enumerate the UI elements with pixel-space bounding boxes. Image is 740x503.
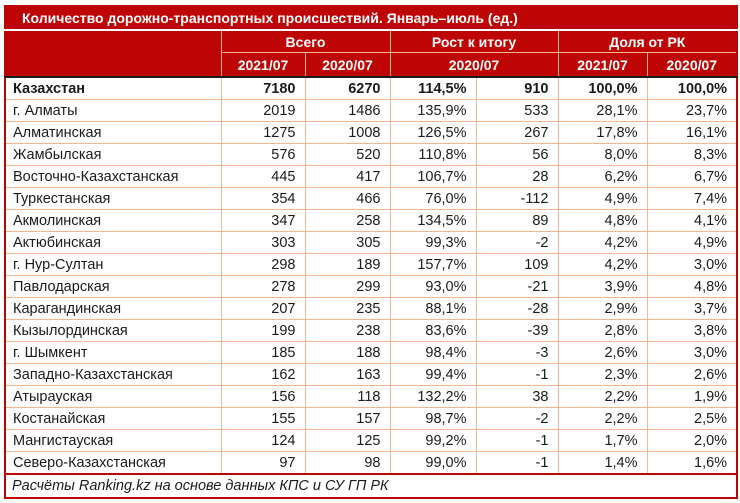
table-row: [5, 276, 737, 298]
value-cell: 98,7%: [390, 408, 476, 430]
footer-row: [5, 474, 737, 498]
table-footer: [5, 474, 737, 498]
group-header-growth: Рост к итогу: [390, 30, 558, 53]
value-cell: -1: [476, 364, 558, 386]
value-cell: 28,1%: [558, 100, 647, 122]
value-cell: 157: [305, 408, 390, 430]
value-cell: 4,2%: [558, 254, 647, 276]
value-cell: 114,5%: [390, 77, 476, 100]
region-column-header: [5, 30, 221, 77]
value-cell: 3,0%: [647, 342, 737, 364]
table-row: [5, 254, 737, 276]
value-cell: 155: [221, 408, 305, 430]
value-cell: 7,4%: [647, 188, 737, 210]
value-cell: 189: [305, 254, 390, 276]
value-cell: 2,6%: [647, 364, 737, 386]
value-cell: 2,5%: [647, 408, 737, 430]
value-cell: 163: [305, 364, 390, 386]
value-cell: -2: [476, 232, 558, 254]
value-cell: 118: [305, 386, 390, 408]
value-cell: 3,8%: [647, 320, 737, 342]
value-cell: 445: [221, 166, 305, 188]
col-header-growth-2020: 2020/07: [390, 53, 558, 78]
value-cell: 6270: [305, 77, 390, 100]
value-cell: 157,7%: [390, 254, 476, 276]
value-cell: 93,0%: [390, 276, 476, 298]
region-name-cell: Карагандинская: [5, 298, 221, 320]
value-cell: 3,0%: [647, 254, 737, 276]
value-cell: 185: [221, 342, 305, 364]
table-row: [5, 452, 737, 475]
table-row: [5, 144, 737, 166]
value-cell: 88,1%: [390, 298, 476, 320]
region-name-cell: Северо-Казахстанская: [5, 452, 221, 475]
value-cell: 207: [221, 298, 305, 320]
region-name-cell: Атырауская: [5, 386, 221, 408]
value-cell: 2,3%: [558, 364, 647, 386]
value-cell: 99,2%: [390, 430, 476, 452]
value-cell: 3,9%: [558, 276, 647, 298]
value-cell: 134,5%: [390, 210, 476, 232]
value-cell: 235: [305, 298, 390, 320]
value-cell: 4,9%: [558, 188, 647, 210]
value-cell: 1486: [305, 100, 390, 122]
value-cell: 4,8%: [558, 210, 647, 232]
value-cell: 98: [305, 452, 390, 475]
value-cell: 162: [221, 364, 305, 386]
value-cell: 28: [476, 166, 558, 188]
col-header-share-2020: 2020/07: [647, 53, 737, 78]
value-cell: 303: [221, 232, 305, 254]
value-cell: 2019: [221, 100, 305, 122]
value-cell: 83,6%: [390, 320, 476, 342]
value-cell: 1275: [221, 122, 305, 144]
region-name-cell: г. Нур-Султан: [5, 254, 221, 276]
value-cell: 4,2%: [558, 232, 647, 254]
table-row: [5, 320, 737, 342]
value-cell: 533: [476, 100, 558, 122]
title-row: [5, 6, 737, 30]
table-row: [5, 166, 737, 188]
value-cell: 1,4%: [558, 452, 647, 475]
value-cell: 98,4%: [390, 342, 476, 364]
value-cell: 2,2%: [558, 408, 647, 430]
region-name-cell: Акмолинская: [5, 210, 221, 232]
value-cell: 125: [305, 430, 390, 452]
value-cell: -1: [476, 452, 558, 475]
table-row: [5, 342, 737, 364]
region-name-cell: Кызылординская: [5, 320, 221, 342]
value-cell: 100,0%: [558, 77, 647, 100]
value-cell: 8,0%: [558, 144, 647, 166]
value-cell: -3: [476, 342, 558, 364]
col-header-total-2020: 2020/07: [305, 53, 390, 78]
value-cell: 17,8%: [558, 122, 647, 144]
region-name-cell: Алматинская: [5, 122, 221, 144]
value-cell: 7180: [221, 77, 305, 100]
value-cell: 267: [476, 122, 558, 144]
group-header-share: Доля от РК: [558, 30, 737, 53]
value-cell: 99,0%: [390, 452, 476, 475]
value-cell: 520: [305, 144, 390, 166]
value-cell: 4,9%: [647, 232, 737, 254]
value-cell: -112: [476, 188, 558, 210]
value-cell: 23,7%: [647, 100, 737, 122]
value-cell: 1,9%: [647, 386, 737, 408]
value-cell: 4,1%: [647, 210, 737, 232]
value-cell: 126,5%: [390, 122, 476, 144]
value-cell: 110,8%: [390, 144, 476, 166]
value-cell: 106,7%: [390, 166, 476, 188]
value-cell: 2,0%: [647, 430, 737, 452]
table-header: [5, 6, 737, 77]
value-cell: 97: [221, 452, 305, 475]
value-cell: 354: [221, 188, 305, 210]
value-cell: 76,0%: [390, 188, 476, 210]
value-cell: 56: [476, 144, 558, 166]
value-cell: 188: [305, 342, 390, 364]
table-row: [5, 298, 737, 320]
value-cell: 109: [476, 254, 558, 276]
value-cell: 2,8%: [558, 320, 647, 342]
value-cell: 466: [305, 188, 390, 210]
table-row: [5, 210, 737, 232]
value-cell: 4,8%: [647, 276, 737, 298]
value-cell: 910: [476, 77, 558, 100]
region-name-cell: г. Алматы: [5, 100, 221, 122]
region-name-cell: Западно-Казахстанская: [5, 364, 221, 386]
group-header-total: Всего: [221, 30, 390, 53]
region-name-cell: Актюбинская: [5, 232, 221, 254]
value-cell: 305: [305, 232, 390, 254]
source-note: Расчёты Ranking.kz на основе данных КПС и СУ ГП РК: [5, 474, 737, 498]
col-header-total-2021: 2021/07: [221, 53, 305, 78]
table-row-total: [5, 77, 737, 100]
table-title: Количество дорожно-транспортных происшествий. Январь–июль (ед.): [5, 6, 737, 30]
value-cell: 6,2%: [558, 166, 647, 188]
value-cell: 156: [221, 386, 305, 408]
table-row: [5, 430, 737, 452]
value-cell: 298: [221, 254, 305, 276]
value-cell: 99,3%: [390, 232, 476, 254]
table-row: [5, 364, 737, 386]
region-name-cell: Павлодарская: [5, 276, 221, 298]
table-row: [5, 188, 737, 210]
value-cell: 124: [221, 430, 305, 452]
region-name-cell: г. Шымкент: [5, 342, 221, 364]
value-cell: 299: [305, 276, 390, 298]
value-cell: -28: [476, 298, 558, 320]
value-cell: 1,6%: [647, 452, 737, 475]
value-cell: 6,7%: [647, 166, 737, 188]
table-row: [5, 232, 737, 254]
value-cell: 99,4%: [390, 364, 476, 386]
region-name-cell: Казахстан: [5, 77, 221, 100]
value-cell: 2,6%: [558, 342, 647, 364]
value-cell: 238: [305, 320, 390, 342]
value-cell: -1: [476, 430, 558, 452]
value-cell: 2,9%: [558, 298, 647, 320]
region-name-cell: Жамбылская: [5, 144, 221, 166]
table-row: [5, 386, 737, 408]
value-cell: 2,2%: [558, 386, 647, 408]
table-row: [5, 122, 737, 144]
value-cell: 278: [221, 276, 305, 298]
col-header-share-2021: 2021/07: [558, 53, 647, 78]
value-cell: 347: [221, 210, 305, 232]
value-cell: 3,7%: [647, 298, 737, 320]
region-name-cell: Восточно-Казахстанская: [5, 166, 221, 188]
table-row: [5, 408, 737, 430]
table-body: [5, 77, 737, 474]
value-cell: 1,7%: [558, 430, 647, 452]
value-cell: 38: [476, 386, 558, 408]
value-cell: -39: [476, 320, 558, 342]
group-header-row: [5, 30, 737, 53]
region-name-cell: Туркестанская: [5, 188, 221, 210]
value-cell: 576: [221, 144, 305, 166]
accidents-table: [4, 5, 738, 499]
value-cell: 258: [305, 210, 390, 232]
value-cell: 417: [305, 166, 390, 188]
value-cell: 89: [476, 210, 558, 232]
value-cell: 1008: [305, 122, 390, 144]
value-cell: 100,0%: [647, 77, 737, 100]
value-cell: 8,3%: [647, 144, 737, 166]
region-name-cell: Костанайская: [5, 408, 221, 430]
value-cell: -21: [476, 276, 558, 298]
value-cell: -2: [476, 408, 558, 430]
value-cell: 135,9%: [390, 100, 476, 122]
table-row: [5, 100, 737, 122]
region-name-cell: Мангистауская: [5, 430, 221, 452]
value-cell: 199: [221, 320, 305, 342]
value-cell: 16,1%: [647, 122, 737, 144]
value-cell: 132,2%: [390, 386, 476, 408]
